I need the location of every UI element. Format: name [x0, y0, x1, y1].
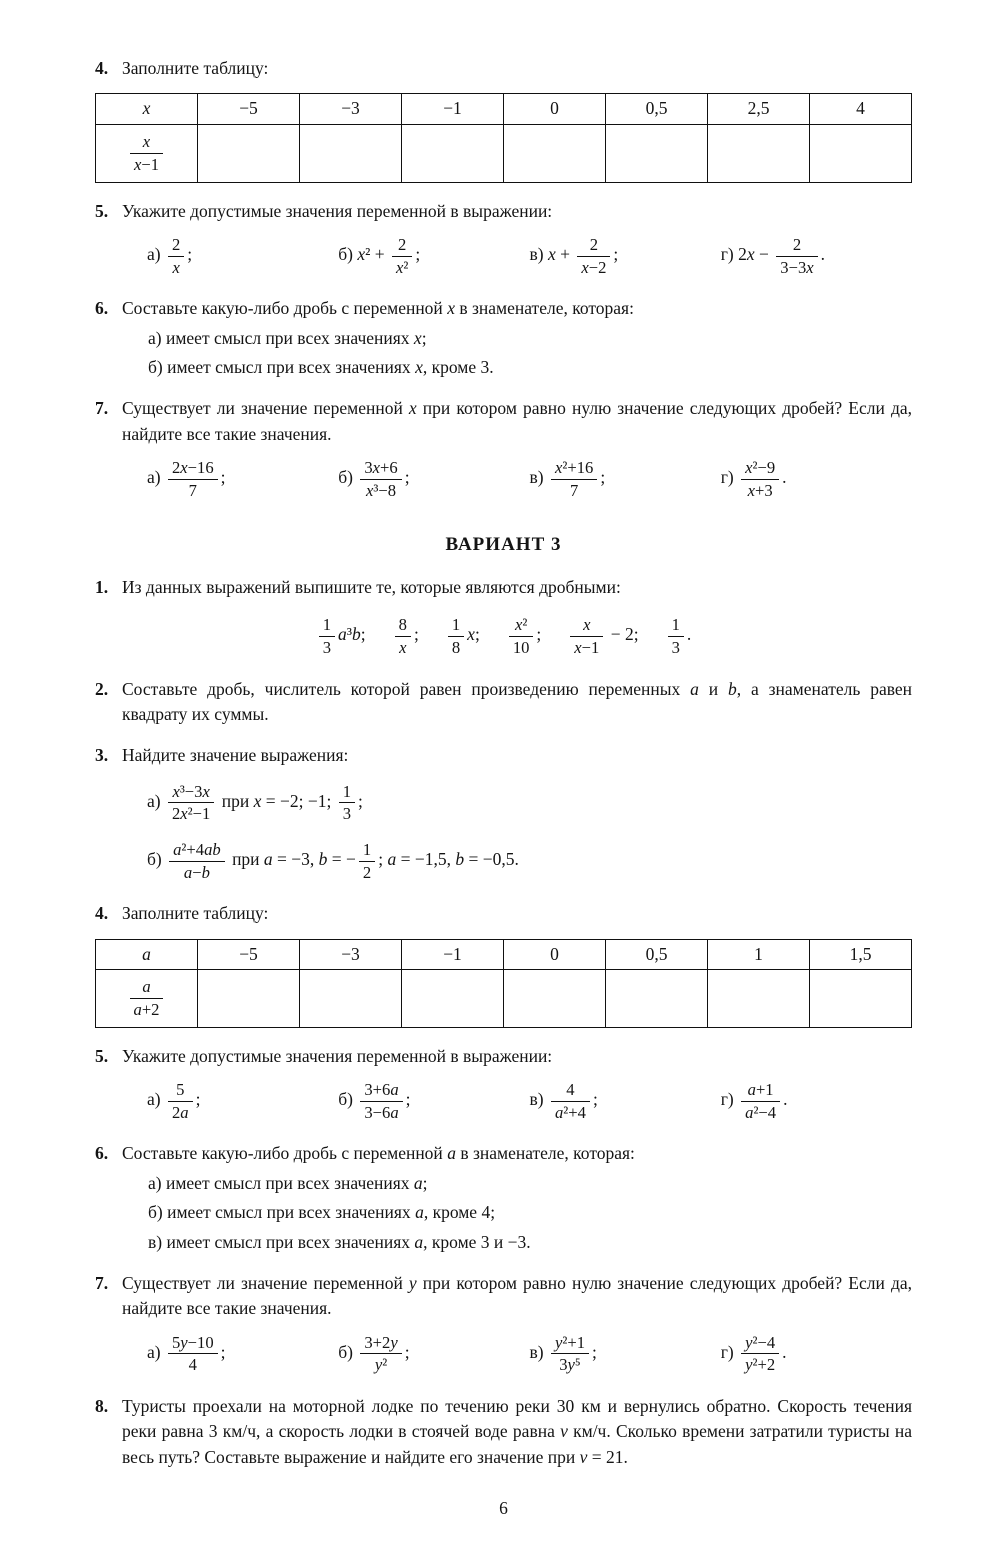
fraction — [168, 235, 184, 277]
fraction — [551, 458, 597, 500]
formula-row — [95, 1077, 912, 1125]
math-variable: y — [180, 1332, 188, 1352]
numerator: 5 — [168, 1080, 193, 1102]
problem-number: 7. — [95, 1272, 109, 1293]
math-variable: y — [390, 1332, 398, 1352]
denominator: a−b — [183, 862, 210, 882]
expression: $\frac{8}{x}$ ; — [392, 612, 419, 660]
formula-item: в) $\frac{\text{x²+16}}{7}$ ; — [529, 458, 606, 500]
problem — [95, 1044, 912, 1069]
problem-text — [122, 575, 912, 600]
problem — [95, 743, 912, 768]
math-variable: x — [180, 458, 188, 478]
expression: $\frac{1}{3}$ a³b; — [316, 612, 366, 660]
fraction — [168, 1080, 193, 1122]
math-variable: x — [547, 244, 556, 265]
numerator: 3+6a — [360, 1080, 402, 1102]
numerator: 1 — [319, 615, 335, 637]
table-value-row — [96, 969, 912, 1027]
problem — [95, 56, 912, 81]
numerator: x²+16 — [551, 458, 597, 480]
fraction — [339, 782, 355, 824]
math-variable: a — [183, 862, 193, 882]
denominator: 3y⁵ — [559, 1355, 581, 1375]
math-variable: x — [574, 637, 582, 657]
denominator — [168, 257, 184, 278]
page-number: 6 — [499, 1498, 508, 1519]
table-empty-cell — [402, 124, 504, 182]
numerator — [130, 132, 163, 154]
denominator: 3 — [322, 637, 332, 657]
sub-item: б) имеет смысл при всех значениях a, кроме 4; — [148, 1202, 496, 1223]
table-empty-cell — [198, 124, 300, 182]
math-variable: ab — [204, 839, 221, 859]
fraction — [169, 840, 225, 882]
expression-list — [95, 612, 912, 660]
problem-text — [122, 1271, 912, 1322]
table-header-cell: 1,5 — [810, 939, 912, 969]
numerator: 3+2y — [360, 1333, 401, 1355]
numerator: 5y−10 — [168, 1333, 218, 1355]
math-variable: x — [413, 327, 422, 348]
problem-statement: Составьте дробь, числитель которой равен произведению переменных a и b, а знаменатель равен квадрату их суммы. — [122, 678, 913, 724]
math-variable: b — [352, 624, 361, 645]
fraction — [168, 458, 218, 500]
table-row-label — [96, 124, 198, 182]
fraction — [577, 235, 610, 277]
math-variable: x — [415, 357, 423, 378]
denominator: y² — [374, 1355, 388, 1375]
math-variable: a — [173, 839, 182, 859]
math-variable: a — [133, 999, 142, 1019]
denominator — [395, 637, 411, 658]
math-variable: x — [396, 257, 404, 277]
table-header-cell: −3 — [300, 94, 402, 124]
math-variable: y — [408, 1272, 417, 1293]
math-variable: x — [172, 781, 180, 801]
formula-item: б) $\frac{3+2y}{\text{y²}}$ ; — [338, 1332, 410, 1375]
math-variable: x — [357, 244, 366, 265]
math-variable: a — [390, 1102, 399, 1122]
math-variable: a — [263, 849, 273, 870]
denominator: 2a — [171, 1102, 189, 1122]
table-empty-cell — [810, 969, 912, 1027]
fraction — [392, 235, 412, 277]
problem-statement: Составьте какую-либо дробь с переменной a в знаменателе, которая: — [122, 1143, 635, 1164]
expression: $\frac{1}{3}$ . — [665, 612, 692, 660]
math-variable: x — [747, 480, 755, 500]
table-empty-cell — [300, 969, 402, 1027]
problem-statement: Из данных выражений выпишите те, которые являются дробными: — [122, 576, 621, 597]
problem-text — [122, 901, 912, 926]
denominator: y²+2 — [745, 1355, 776, 1375]
denominator: x² — [396, 257, 409, 277]
denominator: 2 — [362, 862, 372, 882]
table-empty-cell — [300, 124, 402, 182]
numerator: 4 — [551, 1080, 590, 1102]
fraction — [395, 615, 411, 657]
denominator: x³−8 — [366, 480, 397, 500]
numerator: 2 — [577, 235, 610, 257]
math-variable: x — [253, 790, 262, 811]
formula-item: в) x + $\frac{2}{x-2}$ ; — [529, 235, 619, 277]
variant-heading: ВАРИАНТ 3 — [445, 534, 562, 556]
math-variable: a — [447, 1143, 456, 1164]
denominator: a+2 — [133, 999, 160, 1019]
math-variable: b — [201, 862, 210, 882]
fraction — [551, 1333, 589, 1375]
table-header-cell: 0 — [504, 939, 606, 969]
math-variable: x — [806, 257, 814, 277]
problem-number: 6. — [95, 1143, 109, 1164]
problem-statement: Укажите допустимые значения переменной в выражении: — [122, 1045, 553, 1066]
table-empty-cell — [198, 969, 300, 1027]
problem — [95, 1271, 912, 1322]
values-table — [95, 939, 912, 1028]
math-variable: v — [560, 1421, 568, 1442]
expression: $\frac{x}{x-1}$ − 2; — [567, 612, 638, 660]
denominator: x−2 — [581, 257, 607, 277]
problem-statement: Найдите значение выражения: — [122, 745, 349, 766]
math-variable: x — [467, 624, 475, 645]
fraction — [359, 840, 375, 882]
math-variable: a — [690, 678, 699, 699]
math-variable: x — [408, 398, 417, 419]
numerator: y²+1 — [551, 1333, 589, 1355]
math-variable: a — [390, 1080, 399, 1100]
table-header-cell — [96, 939, 198, 969]
math-variable: x — [142, 132, 151, 152]
fraction — [168, 782, 214, 824]
problem-text — [122, 296, 912, 380]
numerator: a+1 — [741, 1080, 780, 1102]
math-variable: x — [180, 804, 188, 824]
denominator: x−1 — [574, 637, 600, 657]
page-content — [95, 40, 912, 1470]
table-header-cell: −1 — [402, 94, 504, 124]
formula-row — [95, 1330, 912, 1378]
math-variable: x — [745, 458, 753, 478]
math-variable: x — [581, 257, 589, 277]
problem-number: 4. — [95, 903, 109, 924]
problem-statement: Существует ли значение переменной y при котором равно нулю значение следующих дробей? Если да, найдите все такие значения. — [122, 1272, 912, 1319]
numerator: 1 — [359, 840, 375, 862]
expression: $\frac{\text{x²}}{10}$ ; — [506, 612, 541, 660]
formula-item: б) $\frac{3+6a}{3-6a}$ ; — [338, 1080, 411, 1122]
table-header-row — [96, 94, 912, 124]
problem-number: 6. — [95, 298, 109, 319]
math-variable: x — [447, 298, 455, 319]
math-variable: a — [413, 1172, 423, 1193]
math-variable: y — [745, 1332, 753, 1352]
fraction — [570, 615, 603, 657]
fraction — [319, 615, 335, 657]
problem-text — [122, 1141, 912, 1255]
formula-item: г) $\frac{a+1}{\text{a²−4}}$ . — [720, 1080, 788, 1122]
denominator: 3 — [342, 804, 351, 824]
problem-statement: Составьте какую-либо дробь с переменной x в знаменателе, которая: — [122, 298, 634, 319]
sub-item: а) имеет смысл при всех значениях x; — [148, 327, 427, 348]
formula-item: г) 2x − $\frac{2}{3-3x}$ . — [720, 235, 826, 277]
math-variable: x — [583, 615, 591, 635]
denominator: x+3 — [747, 480, 773, 500]
problem-text — [122, 1394, 912, 1470]
table-empty-cell — [504, 969, 606, 1027]
problem — [95, 901, 912, 926]
denominator: 3−6a — [364, 1102, 399, 1122]
denominator: 2x²−1 — [171, 804, 211, 824]
fraction — [776, 235, 817, 277]
numerator: 2 — [168, 235, 184, 257]
problem-number: 1. — [95, 576, 109, 597]
table-empty-cell — [606, 124, 708, 182]
math-variable: x — [514, 615, 523, 635]
table-empty-cell — [504, 124, 606, 182]
problem-statement: Туристы проехали на моторной лодке по течению реки 30 км и вернулись обратно. Скорость течения реки равна 3 км/ч, а скорость лодки в стоячей воде равна v км/ч. Сколько времени затратили туристы на весь путь? Составьте выражение и найдите его значение при v = 21. — [122, 1395, 913, 1467]
denominator: 7 — [569, 480, 579, 500]
problem — [95, 1394, 912, 1470]
math-variable: v — [579, 1446, 588, 1467]
math-variable: a — [142, 943, 151, 964]
formula-item: г) $\frac{\text{x²−9}}{x+3}$ . — [720, 458, 787, 500]
fraction — [741, 1333, 779, 1375]
fraction — [741, 1080, 780, 1122]
problem — [95, 575, 912, 600]
numerator: 3x+6 — [360, 458, 401, 480]
math-variable: a — [414, 1231, 424, 1252]
table-header-cell: −1 — [402, 939, 504, 969]
formula-line: а) $\frac{\text{x³−3x}}{\text{2x²−1}}$ при x = −2; −1; $\frac{1}{3}$ ; — [147, 781, 363, 824]
problem-number: 3. — [95, 745, 109, 766]
table-empty-cell — [606, 969, 708, 1027]
numerator: 2x−16 — [168, 458, 218, 480]
fraction — [551, 1080, 590, 1122]
numerator: 8 — [395, 615, 411, 637]
sub-item: б) имеет смысл при всех значениях x, кроме 3. — [148, 357, 494, 378]
table-empty-cell — [708, 124, 810, 182]
formula-item: а) $\frac{5y-10}{4}$ ; — [147, 1332, 226, 1375]
math-variable: a — [745, 1102, 754, 1122]
table-row-label — [96, 969, 198, 1027]
fraction — [130, 132, 163, 174]
formula-item: а) $\frac{2}{x}$ ; — [147, 235, 193, 277]
math-variable: x — [142, 98, 151, 119]
table-empty-cell — [810, 124, 912, 182]
numerator: y²−4 — [741, 1333, 779, 1355]
denominator: a²−4 — [745, 1102, 777, 1122]
denominator: a²+4 — [554, 1102, 586, 1122]
problem-number: 2. — [95, 678, 109, 699]
problem-text — [122, 396, 912, 447]
problem — [95, 296, 912, 380]
numerator: 2 — [392, 235, 412, 257]
fraction — [360, 1333, 401, 1375]
table-header-cell: −5 — [198, 94, 300, 124]
formula-item: г) $\frac{\text{y²−4}}{\text{y²+2}}$ . — [720, 1332, 787, 1375]
numerator: 1 — [668, 615, 684, 637]
math-variable: a — [338, 624, 347, 645]
denominator: 3 — [671, 637, 680, 657]
math-variable: x — [554, 458, 563, 478]
table-header-cell: 1 — [708, 939, 810, 969]
problem-text — [122, 1044, 912, 1069]
fraction — [448, 615, 464, 657]
problem — [95, 1141, 912, 1255]
numerator: x³−3x — [168, 782, 214, 804]
fraction — [509, 615, 534, 657]
sub-item: а) имеет смысл при всех значениях a; — [148, 1172, 428, 1193]
denominator: 8 — [451, 637, 461, 657]
fraction — [130, 977, 164, 1019]
numerator: 1 — [339, 782, 355, 804]
table-empty-cell — [402, 969, 504, 1027]
math-variable: a — [415, 1202, 424, 1223]
math-variable: x — [133, 154, 142, 174]
math-variable: x — [746, 244, 755, 265]
table-header-cell: −5 — [198, 939, 300, 969]
problem-text — [122, 56, 912, 81]
math-variable: y — [374, 1355, 383, 1375]
values-table — [95, 93, 912, 182]
problem-number: 7. — [95, 398, 109, 419]
math-variable: y — [745, 1355, 753, 1375]
denominator: 10 — [512, 637, 530, 657]
expression: $\frac{1}{8}$ x; — [445, 612, 480, 660]
table-header-cell — [96, 94, 198, 124]
formula-row — [95, 232, 912, 280]
problem-statement: Укажите допустимые значения переменной в выражении: — [122, 200, 553, 221]
numerator: a²+4ab — [169, 840, 225, 862]
denominator: 7 — [188, 480, 197, 500]
math-variable: y — [567, 1355, 575, 1375]
problem-text — [122, 743, 912, 768]
table-header-row — [96, 939, 912, 969]
table-header-cell: 4 — [810, 94, 912, 124]
problem-statement: Заполните таблицу: — [122, 58, 269, 78]
math-variable: b — [455, 849, 465, 870]
math-variable: x — [366, 480, 374, 500]
denominator: 4 — [188, 1355, 197, 1375]
fraction — [668, 615, 684, 657]
problem — [95, 199, 912, 224]
table-value-row — [96, 124, 912, 182]
formula-item: б) x² + $\frac{2}{\text{x²}}$ ; — [338, 235, 421, 277]
table-header-cell: 0 — [504, 94, 606, 124]
numerator: 1 — [448, 615, 464, 637]
formula-item: в) $\frac{\text{y²+1}}{\text{3y⁵}}$ ; — [529, 1332, 597, 1375]
problem — [95, 677, 912, 728]
fraction — [360, 458, 401, 500]
denominator: 3−3x — [780, 257, 814, 277]
formula-item: в) $\frac{4}{\text{a²+4}}$ ; — [529, 1080, 598, 1122]
fraction — [168, 1333, 218, 1375]
numerator: x²−9 — [741, 458, 779, 480]
problem-number: 8. — [95, 1395, 109, 1416]
table-empty-cell — [708, 969, 810, 1027]
math-variable: x — [172, 257, 180, 277]
fraction — [741, 458, 779, 500]
problem-number: 5. — [95, 1045, 109, 1066]
problem-number: 4. — [95, 58, 109, 78]
math-variable: x — [202, 781, 210, 801]
problem-statement: Заполните таблицу: — [122, 903, 269, 924]
formula-item: а) $\frac{5}{2a}$ ; — [147, 1080, 201, 1122]
problem-text — [122, 677, 912, 728]
table-header-cell: 0,5 — [606, 94, 708, 124]
problem-number: 5. — [95, 200, 109, 221]
math-variable: a — [747, 1080, 756, 1100]
problem — [95, 396, 912, 447]
math-variable: b — [318, 849, 328, 870]
table-header-cell: −3 — [300, 939, 402, 969]
math-variable: b — [728, 678, 737, 699]
math-variable: a — [142, 977, 151, 997]
denominator: x−1 — [133, 154, 160, 174]
numerator — [570, 615, 603, 637]
formula-item: б) $\frac{3x+6}{\text{x³−8}}$ ; — [338, 458, 410, 500]
problem-statement: Существует ли значение переменной x при котором равно нулю значение следующих дробей? Если да, найдите все такие значения. — [122, 398, 912, 444]
formula-line: б) $\frac{\text{a²+4ab}}{a-b}$ при a = −3, b = − $\frac{1}{2}$ ; a = −1,5, b = −0,5. — [147, 839, 519, 882]
numerator: x² — [509, 615, 534, 637]
numerator — [130, 977, 164, 999]
numerator: 2 — [776, 235, 817, 257]
math-variable: a — [180, 1102, 189, 1122]
sub-item: в) имеет смысл при всех значениях a, кроме 3 и −3. — [148, 1231, 531, 1252]
formula-row — [95, 455, 912, 503]
table-header-cell: 0,5 — [606, 939, 708, 969]
math-variable: x — [372, 458, 381, 478]
formula-item: а) $\frac{2x-16}{7}$ ; — [147, 458, 226, 500]
math-variable: x — [399, 637, 407, 657]
problem-text — [122, 199, 912, 224]
math-variable: a — [554, 1102, 564, 1122]
fraction — [360, 1080, 402, 1122]
math-variable: y — [554, 1332, 563, 1352]
table-header-cell: 2,5 — [708, 94, 810, 124]
math-variable: a — [387, 849, 397, 870]
